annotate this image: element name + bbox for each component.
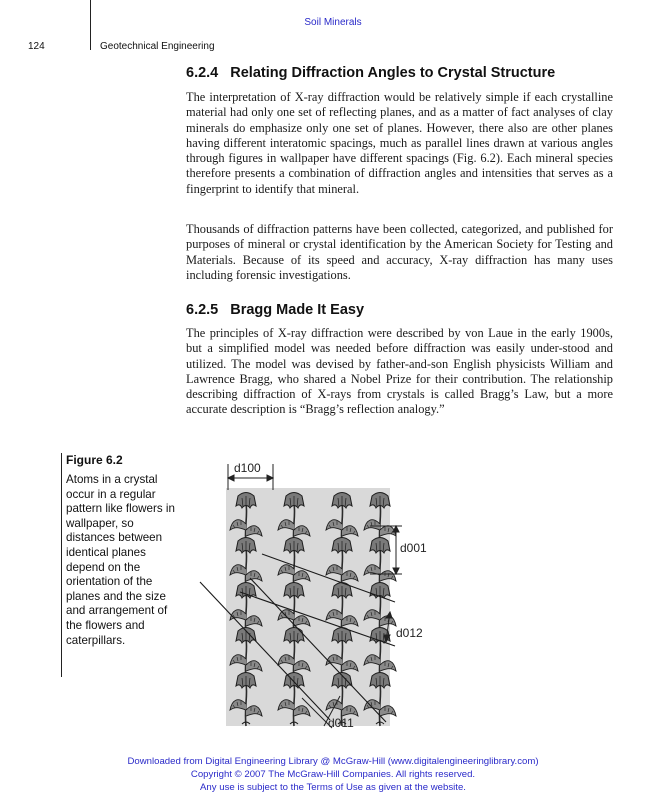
label-d100: d100 — [234, 461, 261, 475]
footer-terms: Any use is subject to the Terms of Use as given at the website. — [200, 782, 466, 793]
caption-rule — [61, 453, 62, 677]
figure-wallpaper-diagram — [190, 450, 460, 740]
paragraph: Thousands of diffraction patterns have been collected, categorized, and published for purposes of mineral or crystal identification by the American Society for Testing and Materials. Because of its speed and accuracy, X-ray diffraction has many uses including forensic investigations. — [186, 222, 613, 282]
header-rule — [90, 0, 91, 50]
book-title: Geotechnical Engineering — [100, 41, 215, 52]
section-number: 6.2.4 — [186, 65, 219, 81]
label-d011: d011 — [328, 716, 354, 730]
paragraph: The principles of X-ray diffraction were described by von Laue in the early 1900s, but a simplified model was needed before diffraction was easily under-stood and utilized. The model was devised by father-and-son English physicists William and Lawrence Bragg, who shared a Nobel Prize for their contribution. The relationship describing diffraction of X-rays from crystals is called Bragg’s Law, but a more accurate description is “Bragg’s reflection analogy.” — [186, 326, 613, 417]
figure-caption: Atoms in a crystal occur in a regular pattern like flowers in wallpaper, so distances between identical planes depend on the orientation of the planes and the size and arrangement of the flowers and caterpillars. — [66, 473, 175, 647]
section-number: 6.2.5 — [186, 302, 219, 318]
running-head: Soil Minerals — [304, 17, 362, 28]
footer-copyright: Copyright © 2007 The McGraw-Hill Companies. All rights reserved. — [190, 769, 476, 780]
page-number: 124 — [28, 41, 45, 52]
section-title: Bragg Made It Easy — [230, 302, 365, 318]
section-title: Relating Diffraction Angles to Crystal Structure — [230, 65, 556, 81]
label-d012: d012 — [396, 626, 423, 640]
footer-download-notice[interactable]: Downloaded from Digital Engineering Library @ McGraw-Hill (www.digitalengineeringlibrary.com) — [127, 756, 539, 767]
section-heading-6-2-4 — [186, 65, 555, 81]
wallpaper-background — [226, 488, 390, 726]
paragraph: The interpretation of X-ray diffraction would be relatively simple if each crystalline material had only one set of reflecting planes, and as a matter of fact analyses of clay minerals do emphasize only one set of planes. However, there also are other planes having different interatomic spacings, much as parallel lines drawn at various angles through figures in wallpaper have different spacings (Fig. 6.2). Each mineral species therefore presents a combination of diffraction angles and intensities that serves as a fingerprint to identify that mineral. — [186, 90, 613, 196]
label-d001: d001 — [400, 541, 427, 555]
figure-title: Figure 6.2 — [66, 453, 123, 467]
section-heading-6-2-5 — [186, 302, 364, 318]
